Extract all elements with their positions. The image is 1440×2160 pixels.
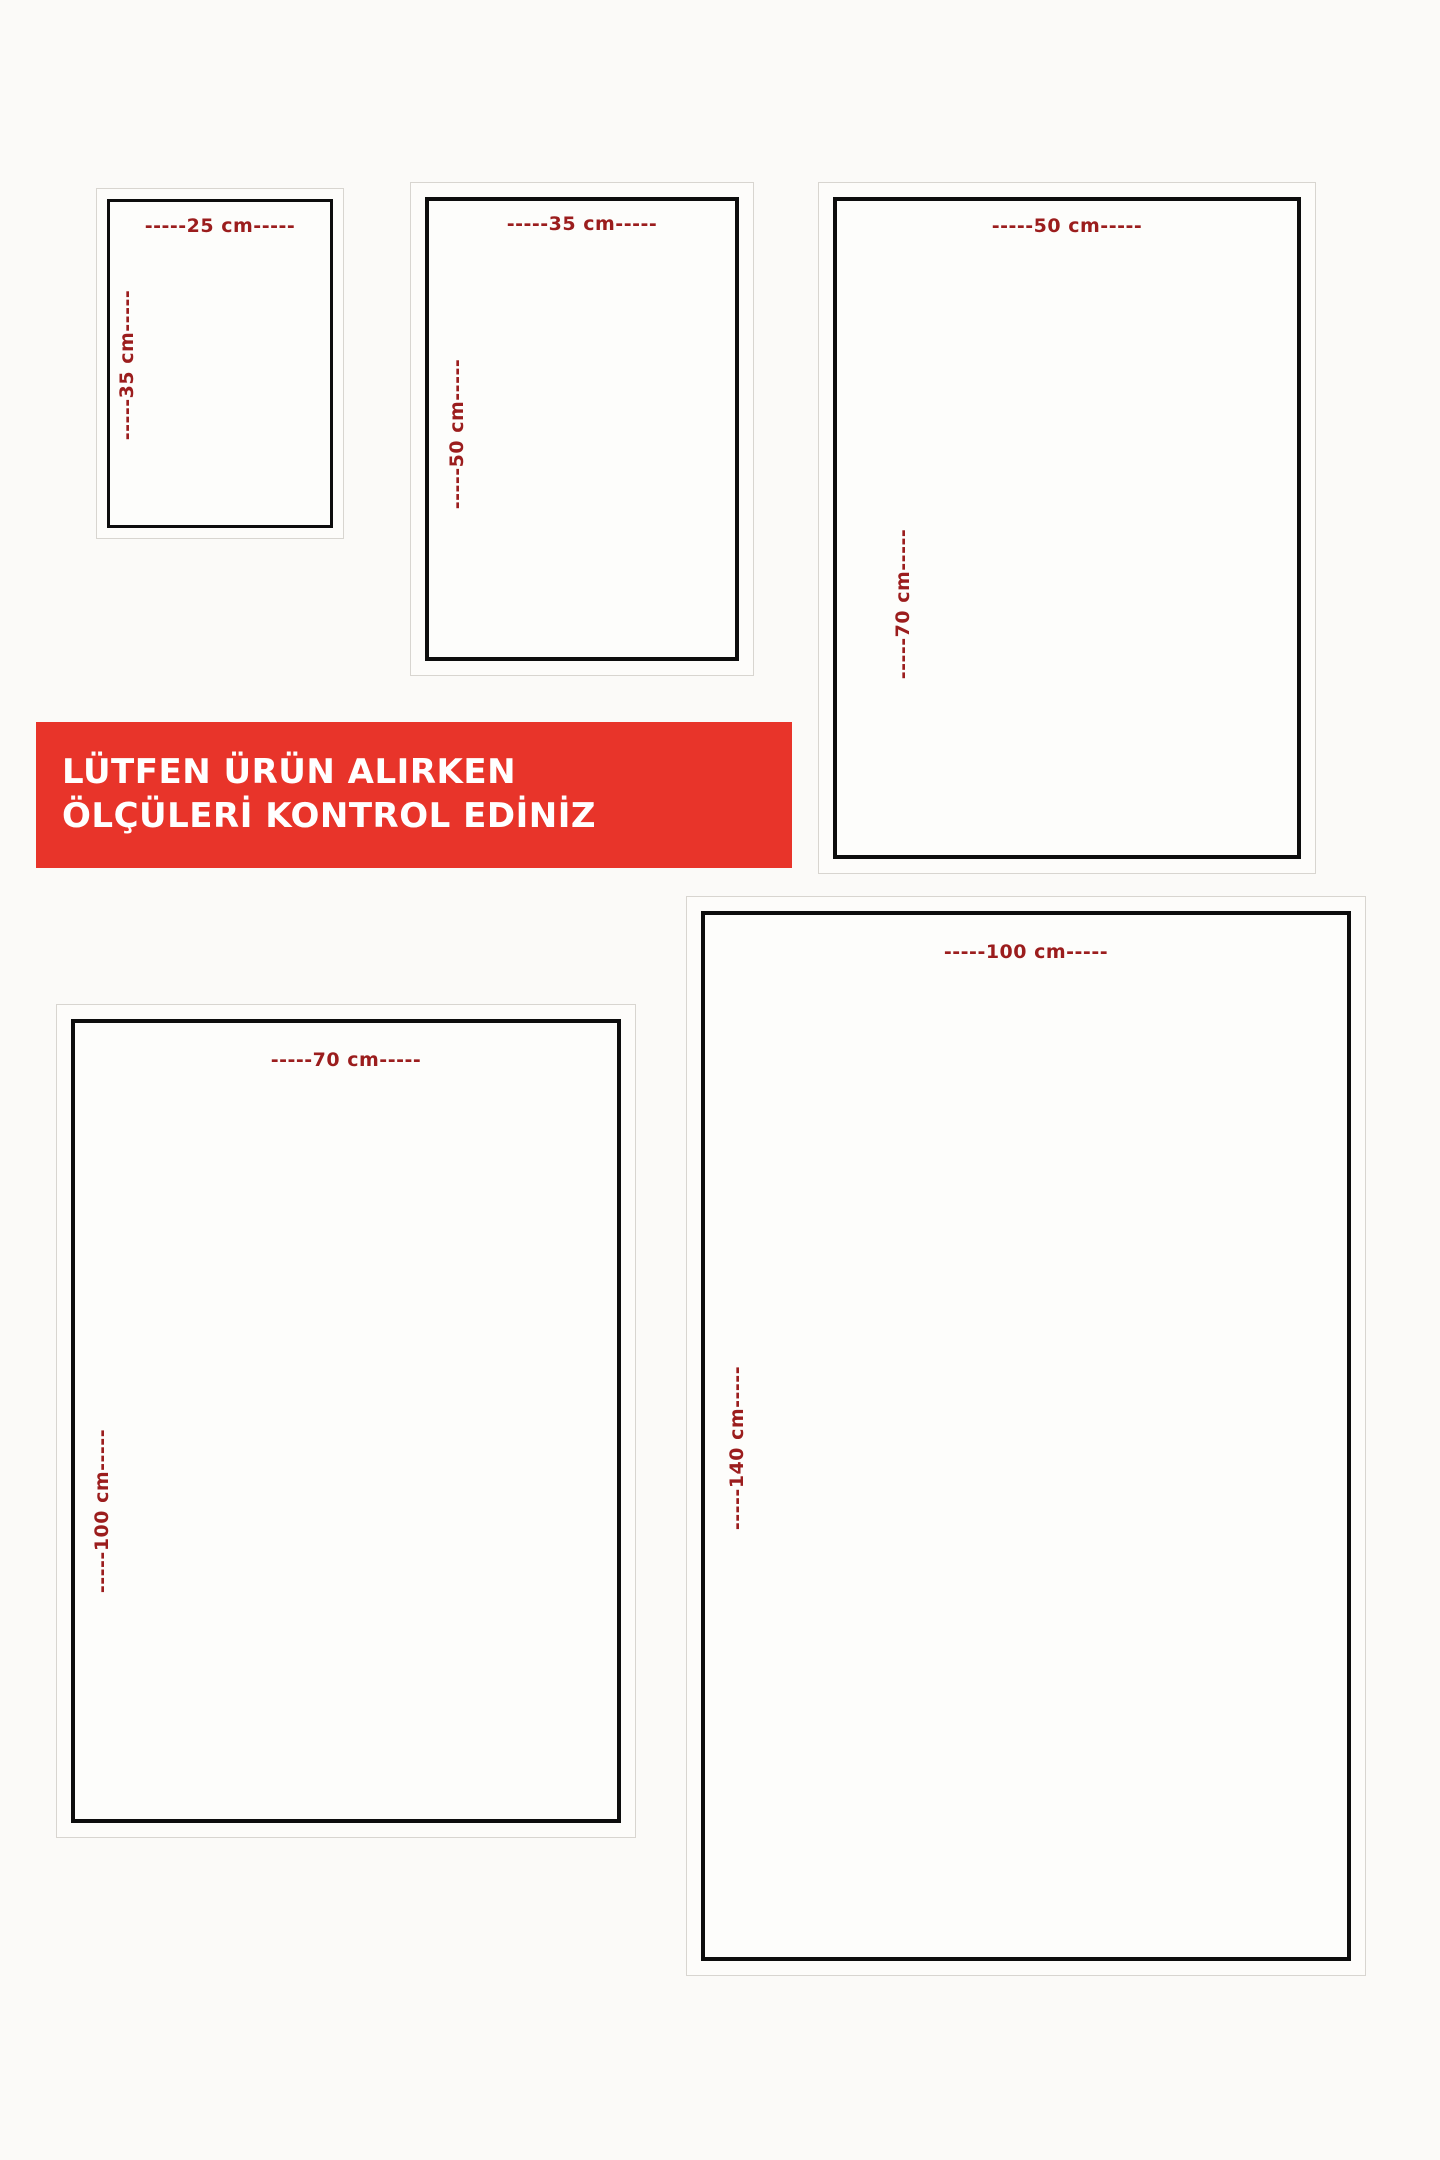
frame-50x70 bbox=[818, 182, 1316, 874]
frame-50x70-width-label: -----50 cm----- bbox=[991, 215, 1143, 237]
frame-100x140-width-label: -----100 cm----- bbox=[943, 941, 1109, 963]
frame-25x35-height-label: -----35 cm----- bbox=[116, 289, 138, 441]
frame-70x100 bbox=[56, 1004, 636, 1838]
frame-100x140-height-label: -----140 cm----- bbox=[726, 1365, 748, 1531]
frame-50x70-height-label: -----70 cm----- bbox=[892, 528, 914, 680]
frame-35x50 bbox=[410, 182, 754, 676]
warning-line-1: LÜTFEN ÜRÜN ALIRKEN bbox=[62, 752, 517, 793]
frame-100x140 bbox=[686, 896, 1366, 1976]
frame-25x35-inner bbox=[107, 199, 333, 528]
frame-25x35 bbox=[96, 188, 344, 539]
frame-70x100-width-label: -----70 cm----- bbox=[270, 1049, 422, 1071]
frame-35x50-inner bbox=[425, 197, 739, 661]
frame-35x50-width-label: -----35 cm----- bbox=[506, 213, 658, 235]
warning-banner bbox=[36, 722, 792, 868]
frame-70x100-height-label: -----100 cm----- bbox=[91, 1428, 113, 1594]
frame-25x35-width-label: -----25 cm----- bbox=[144, 215, 296, 237]
frame-70x100-inner bbox=[71, 1019, 621, 1823]
frame-100x140-inner bbox=[701, 911, 1351, 1961]
warning-line-2: ÖLÇÜLERİ KONTROL EDİNİZ bbox=[62, 796, 597, 836]
frame-35x50-height-label: -----50 cm----- bbox=[446, 358, 468, 510]
